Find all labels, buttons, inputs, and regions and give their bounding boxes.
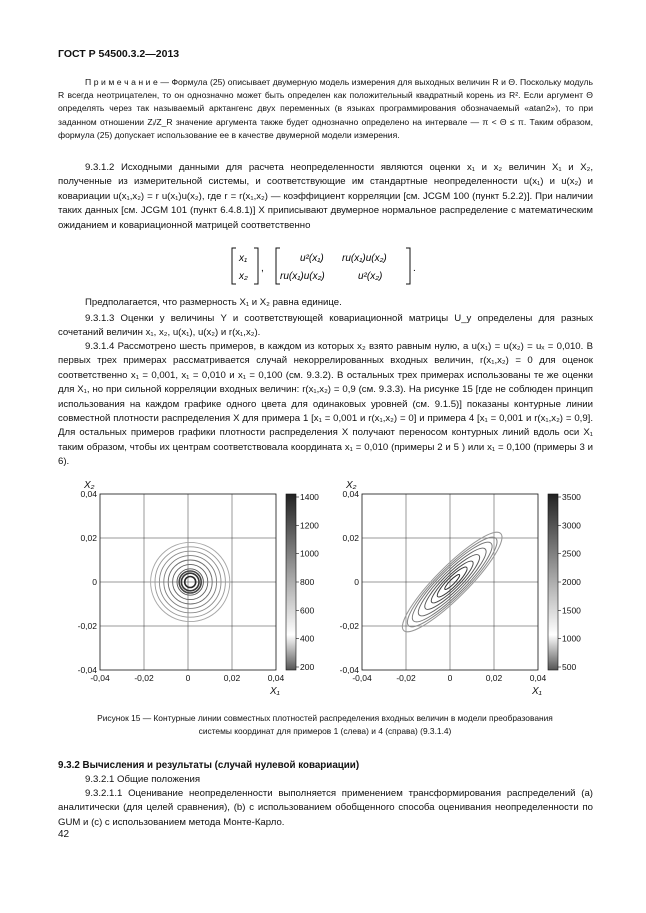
x-axis-label: X₁ [270, 686, 280, 697]
paragraph-9-3-1-3: 9.3.1.3 Оценки y величины Y и соответствующей ковариационной матрицы U_y определены для разных сочетаний величин x₁, x₂, u(x₁), u(x₂) и r(x₁,x₂). [58, 313, 593, 339]
colorbar-tick-label: 2000 [562, 577, 581, 587]
matrix-m11: u²(x₁) [300, 253, 324, 264]
y-tick-label: 0 [354, 577, 359, 587]
matrix-m12: ru(x₁)u(x₂) [342, 253, 387, 264]
colorbar-tick-label: 3000 [562, 520, 581, 531]
standard-header: ГОСТ Р 54500.3.2—2013 [58, 48, 180, 60]
section-title: 9.3.2 Вычисления и результаты (случай нулевой ковариации) [58, 760, 360, 771]
matrix-m22: u²(x₂) [358, 271, 383, 282]
y-tick-label: -0,02 [339, 621, 359, 631]
page-number: 42 [58, 829, 70, 840]
colorbar-tick-label: 800 [300, 577, 315, 587]
vector-bottom: x₂ [239, 271, 248, 282]
colorbar-tick-label: 1000 [562, 633, 581, 644]
colorbar-tick-label: 1500 [562, 605, 581, 616]
contour-plot-left [78, 480, 320, 697]
paragraph-9-3-1-2: 9.3.1.2 Исходными данными для расчета неопределенности являются оценки x₁ и x₂ величин X₁ и X₂, полученные из измерительной системы, и соответствующие им стандартные неопределенности u(x₁) и u(x₂) и ковариации u(x₁,x₂) = r u(x₁)u(x₂), где r = r(x₁,x₂) — коэффициент корреляции [см. JCGM 100 (пункт 5.2.2)]. При наличии таких данных [см. JCGM 101 (пункт 6.4.8.1)] X приписывают двумерное нормальное распределение с математическим ожиданием и ковариационной матрицей соответственно [58, 162, 593, 231]
colorbar-tick-label: 2500 [562, 548, 581, 559]
colorbar [286, 494, 296, 670]
y-tick-label: 0,04 [342, 489, 359, 499]
y-tick-label: 0,04 [80, 489, 97, 499]
colorbar-tick-label: 500 [562, 662, 577, 672]
y-tick-label: -0,04 [77, 665, 97, 675]
colorbar-tick-label: 600 [300, 605, 315, 616]
paragraph-9-3-1-4: 9.3.1.4 Рассмотрено шесть примеров, в каждом из которых x₂ взято равным нулю, а u(x₁) = u(x₂) = uₓ = 0,010. В первых трех примерах рассматривается случай некоррелированных входных величин, r(x₁,x₂) = 0 для оценок соответственно x₁ = 0,001, x₁ = 0,010 и x₁ = 0,100 (см. 9.3.2). В остальных трех примерах использованы те же оценки для X₁, но при сильной корреляции входных величин: r(x₁,x₂) = 0,9 (см. 9.3.3). На рисунке 15 [где не соблюден принцип использования на каждом графике одного цвета для одинаковых уровней (см. 9.1.5)] показаны контурные линии совместной плотности распределения X для примера 1 [x₁ = 0,001 и r(x₁,x₂) = 0] и примера 4 [x₁ = 0,001 и r(x₁,x₂) = 0,9]. Для остальных примеров графики плотности распределения X получают переносом контурных линий вдоль оси X₁ таким образом, чтобы их центрам соответствовала координата x₁ = 0,010 (примеры 2 и 5 ) или x₁ = 0,100 (примеры 3 и 6). [58, 341, 593, 468]
x-tick-label: 0,02 [223, 673, 241, 683]
paragraph-9-3-2-1-1: 9.3.2.1.1 Оценивание неопределенности выполняется применением трансформирования распределений (а) аналитически (для целей сравнения), (b) с использованием обобщенного способа оценивания неопределенности по GUM и (с) с использованием метода Монте-Карло. [58, 788, 593, 828]
vector-top: x₁ [239, 253, 248, 264]
y-tick-label: 0 [92, 577, 97, 587]
y-axis-label: X₂ [84, 480, 95, 491]
contour-plot-right [340, 480, 582, 697]
x-axis-label: X₁ [532, 686, 542, 697]
y-tick-label: 0,02 [80, 533, 97, 543]
colorbar [548, 494, 558, 670]
matrix-period: . [413, 263, 416, 274]
x-tick-label: 0 [185, 673, 191, 683]
figure-caption: Рисунок 15 — Контурные линии совместных плотностей распределения входных величин в модели преобразования системы координат для примеров 1 (слева) и 4 (справа) (9.3.1.4) [97, 713, 553, 736]
x-tick-label: -0,04 [352, 673, 372, 683]
x-tick-label: -0,02 [134, 673, 154, 683]
colorbar-tick-label: 1400 [300, 492, 319, 502]
x-tick-label: -0,04 [90, 673, 110, 683]
colorbar-tick-label: 1000 [300, 548, 319, 559]
matrix-m21: ru(x₁)u(x₂) [280, 271, 325, 282]
covariance-matrix [230, 246, 430, 286]
colorbar-tick-label: 400 [300, 633, 315, 644]
paragraph-dimension: Предполагается, что размерность X₁ и X₂ равна единице. [85, 297, 342, 308]
x-tick-label: -0,02 [396, 673, 416, 683]
x-tick-label: 0,04 [529, 673, 547, 683]
matrix-comma: , [261, 263, 264, 274]
x-tick-label: 0,04 [267, 673, 285, 683]
note-paragraph: П р и м е ч а н и е — Формула (25) описывает двумерную модель измерения для выходных величин R и Θ. Поскольку модуль R всегда неотрицателен, то он однозначно может быть определен как положительный квадратный корень из R². Если аргумент Θ определять через так называемый арктангенс двух переменных (в языках программирования обозначаемый «atan2»), то при заданном отношении Zᵢ/Z_R значение аргумента также будет однозначно определено на интервале — π < Θ ≤ π. Таким образом, формула (25) допускает использование ее в качестве двумерной модели измерения. [58, 77, 593, 140]
y-axis-label: X₂ [346, 480, 357, 491]
paragraph-9-3-2-1: 9.3.2.1 Общие положения [85, 774, 201, 785]
colorbar-tick-label: 200 [300, 662, 315, 672]
x-tick-label: 0 [447, 673, 453, 683]
y-tick-label: 0,02 [342, 533, 359, 543]
colorbar-tick-label: 1200 [300, 520, 319, 531]
colorbar-tick-label: 3500 [562, 492, 581, 502]
x-tick-label: 0,02 [485, 673, 503, 683]
y-tick-label: -0,04 [339, 665, 359, 675]
figure-15 [60, 470, 590, 700]
y-tick-label: -0,02 [77, 621, 97, 631]
